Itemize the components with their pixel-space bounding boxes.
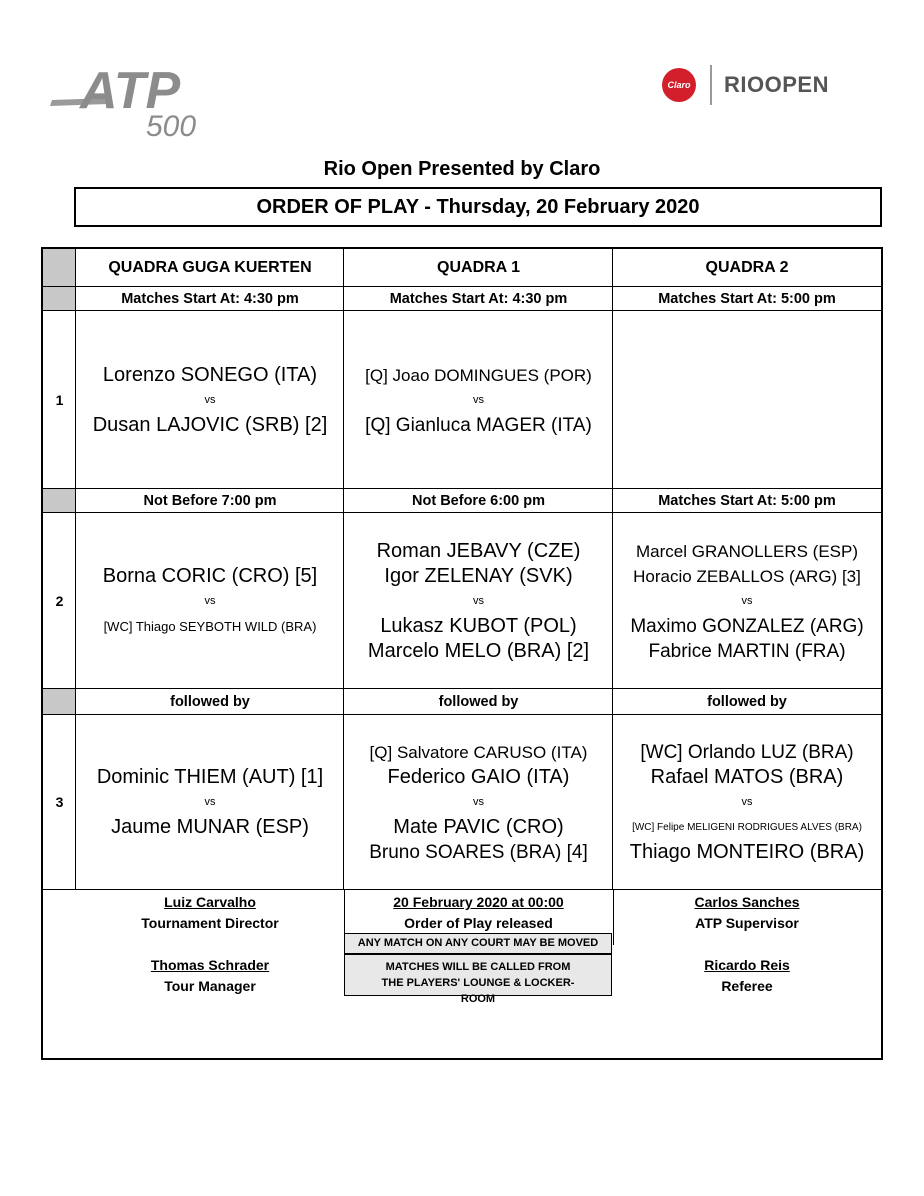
match-number: 3: [55, 794, 64, 810]
referee-name: Ricardo Reis: [704, 957, 790, 973]
grid-line: [43, 714, 881, 715]
referee-role: Referee: [721, 978, 773, 994]
time-row-marker: [43, 287, 76, 311]
player: [Q] Joao DOMINGUES (POR): [365, 365, 592, 385]
notice-called: MATCHES WILL BE CALLED FROM THE PLAYERS' LOUNGE & LOCKER-ROOM: [344, 954, 612, 996]
match-cell: [76, 715, 344, 889]
player: Marcelo MELO (BRA) [2]: [367, 639, 590, 662]
court-header-2: QUADRA 1: [437, 259, 520, 276]
vs-label: vs: [473, 795, 484, 808]
grid-line: [43, 488, 881, 489]
start-time: Matches Start At: 4:30 pm: [121, 291, 299, 307]
match-cell: [76, 513, 344, 689]
player: Bruno SOARES (BRA) [4]: [369, 841, 588, 863]
player: Federico GAIO (ITA): [387, 765, 570, 788]
notice-moved: ANY MATCH ON ANY COURT MAY BE MOVED: [344, 933, 612, 954]
rio-open-logo: [662, 60, 829, 110]
supervisor-name: Carlos Sanches: [694, 894, 800, 910]
player: Roman JEBAVY (CZE): [376, 539, 581, 562]
grid-line: [343, 249, 344, 889]
vs-label: vs: [741, 594, 753, 607]
grid-line: [612, 249, 613, 889]
player: Fabrice MARTIN (FRA): [648, 640, 846, 662]
player: Dusan LAJOVIC (SRB) [2]: [92, 413, 328, 436]
player: Thiago MONTEIRO (BRA): [629, 840, 865, 863]
match-cell: [613, 513, 881, 689]
supervisor-block: [613, 894, 881, 931]
time-row-marker: [43, 489, 76, 513]
release-block: [344, 894, 613, 931]
start-time: Matches Start At: 5:00 pm: [658, 493, 836, 509]
referee-block: [613, 957, 881, 994]
vs-label: vs: [204, 795, 216, 808]
player: Jaume MUNAR (ESP): [111, 815, 309, 838]
match-number: 1: [55, 392, 64, 408]
start-time: followed by: [438, 694, 519, 710]
player: [Q] Salvatore CARUSO (ITA): [369, 742, 588, 762]
grid-line: [43, 286, 881, 287]
grid-line: [43, 512, 881, 513]
match-cell: [344, 513, 613, 689]
vs-label: vs: [204, 594, 216, 607]
vs-label: vs: [473, 594, 484, 607]
manager-name: Thomas Schrader: [150, 957, 270, 973]
player: Igor ZELENAY (SVK): [384, 564, 573, 587]
start-time: followed by: [707, 694, 787, 710]
vs-label: vs: [473, 393, 484, 406]
player: [WC] Orlando LUZ (BRA): [640, 741, 854, 763]
match-cell-empty: [613, 311, 881, 489]
page-title: Rio Open Presented by Claro: [323, 158, 601, 180]
logo-separator: [710, 65, 712, 105]
start-time: Not Before 6:00 pm: [412, 493, 545, 509]
player: Dominic THIEM (AUT) [1]: [96, 765, 324, 788]
vs-label: vs: [741, 795, 753, 808]
release-date: 20 February 2020 at 00:00: [393, 894, 564, 910]
match-cell: [344, 715, 613, 889]
claro-logo: Claro: [662, 68, 696, 102]
supervisor-role: ATP Supervisor: [695, 915, 799, 931]
player: [Q] Gianluca MAGER (ITA): [365, 414, 592, 436]
player: Mate PAVIC (CRO): [393, 815, 564, 838]
player: Borna CORIC (CRO) [5]: [102, 564, 318, 587]
player: Horacio ZEBALLOS (ARG) [3]: [633, 566, 861, 586]
player: [WC] Felipe MELIGENI RODRIGUES ALVES (BRA): [632, 821, 862, 833]
director-name: Luiz Carvalho: [164, 894, 256, 910]
start-time: Not Before 7:00 pm: [143, 493, 277, 509]
grid-line: [43, 889, 881, 890]
vs-label: vs: [204, 393, 216, 406]
director-block: [76, 894, 344, 931]
grid-line: [43, 688, 881, 689]
player: Marcel GRANOLLERS (ESP): [636, 541, 858, 561]
player: Lorenzo SONEGO (ITA): [102, 363, 318, 386]
rio-open-wordmark: RIOOPEN: [724, 72, 829, 97]
start-time: followed by: [170, 694, 250, 710]
player: [WC] Thiago SEYBOTH WILD (BRA): [103, 618, 317, 634]
atp-logo-tier: 500: [146, 110, 197, 140]
player: Lukasz KUBOT (POL): [380, 614, 577, 637]
time-row-marker: [43, 689, 76, 715]
match-cell: [76, 311, 344, 489]
match-cell: [344, 311, 613, 489]
court-header-3: QUADRA 2: [705, 259, 789, 276]
start-time: Matches Start At: 5:00 pm: [658, 291, 836, 307]
corner-cell: [43, 249, 76, 287]
grid-line: [43, 310, 881, 311]
atp-500-logo: [50, 58, 225, 140]
manager-role: Tour Manager: [164, 978, 256, 994]
director-role: Tournament Director: [141, 915, 279, 931]
manager-block: [76, 957, 344, 994]
release-text: Order of Play released: [404, 915, 553, 931]
order-of-play-title: ORDER OF PLAY - Thursday, 20 February 2020: [74, 187, 882, 227]
grid-line: [75, 249, 76, 889]
player: Rafael MATOS (BRA): [650, 765, 844, 788]
start-time: Matches Start At: 4:30 pm: [389, 291, 568, 307]
match-cell: [613, 715, 881, 889]
atp-logo-text: ATP: [80, 62, 181, 120]
match-number: 2: [55, 593, 64, 609]
court-header-1: QUADRA GUGA KUERTEN: [108, 259, 312, 276]
player: Maximo GONZALEZ (ARG): [630, 615, 864, 637]
